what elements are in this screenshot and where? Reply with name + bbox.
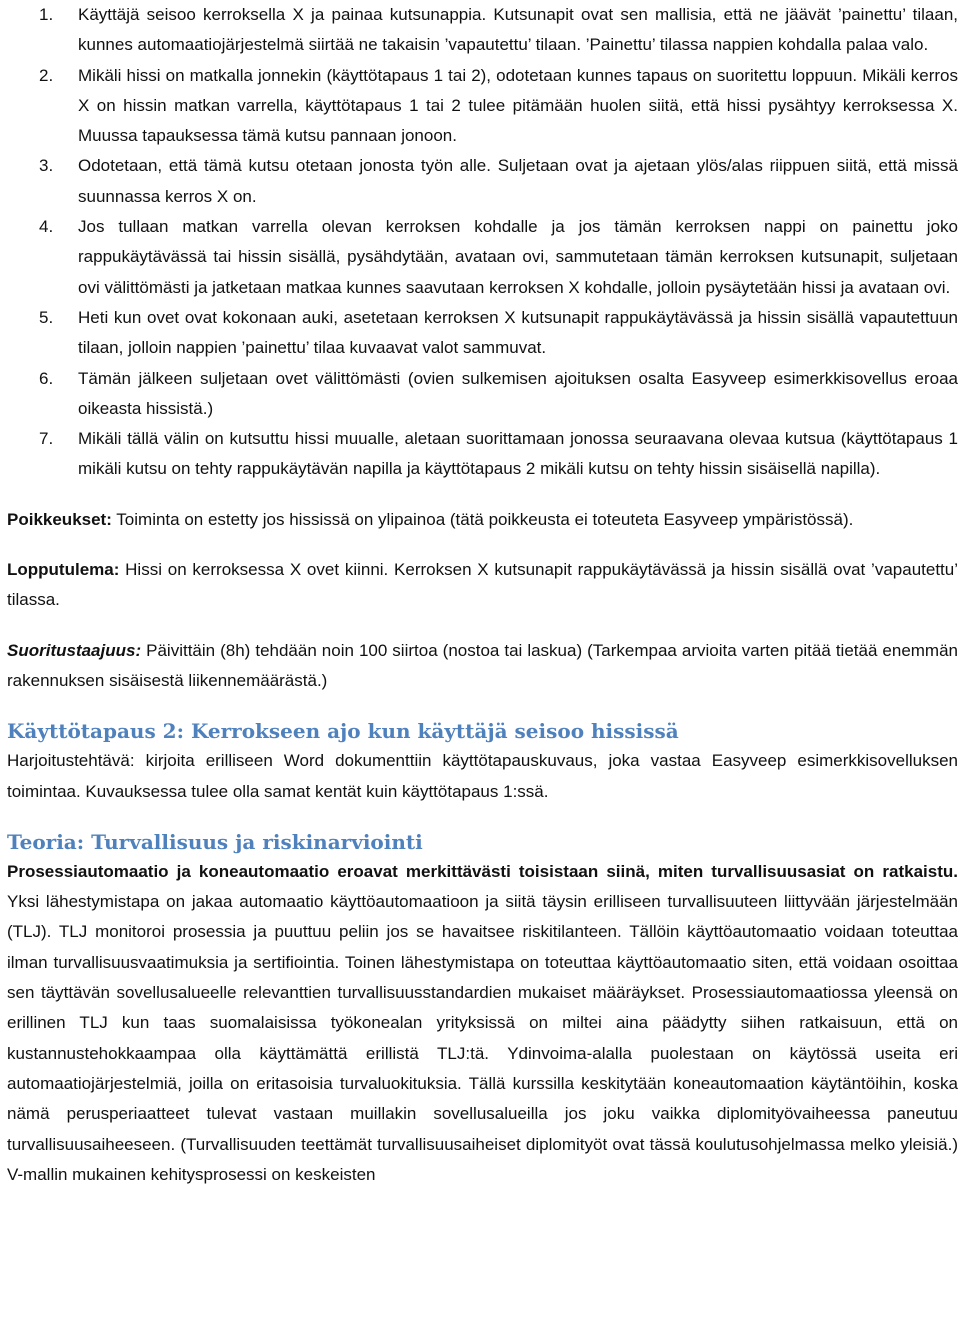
step-7 xyxy=(7,424,958,485)
step-number: 4. xyxy=(39,217,54,237)
step-2 xyxy=(7,61,958,152)
frequency-label: Suoritustaajuus: xyxy=(7,640,142,660)
step-3 xyxy=(7,151,958,212)
frequency-text: Päivittäin (8h) tehdään noin 100 siirtoa (nostoa tai laskua) (Tarkempaa arvioita varten pitää tietää enemmän rakennuksen sisäisestä liikennemäärästä.) xyxy=(7,640,958,690)
section-3-lead: Prosessiautomaatio ja koneautomaatio eroavat merkittävästi toisistaan siinä, miten turvallisuusasiat on ratkaistu. xyxy=(7,861,958,881)
step-number: 1. xyxy=(39,5,54,24)
step-number: 5. xyxy=(39,307,54,327)
step-number: 6. xyxy=(39,368,54,388)
section-heading-use-case-2: Käyttötapaus 2: Kerrokseen ajo kun käyttäjä seisoo hississä xyxy=(7,719,679,744)
exceptions-text: Toiminta on estetty jos hississä on ylipainoa (tätä poikkeusta ei toteuteta Easyveep ympäristössä). xyxy=(111,509,854,529)
step-number: 3. xyxy=(39,156,54,176)
step-text: Tämän jälkeen suljetaan ovet välittömästi (ovien sulkemisen ajoituksen osalta Easyveep esimerkkisovellus eroaa oikeasta hissistä.) xyxy=(78,368,958,418)
step-text: Mikäli tällä välin on kutsuttu hissi muualle, aletaan suorittamaan jonossa seuraavana olevaa kutsua (käyttötapaus 1 mikäli kutsu on tehty rappukäytävän napilla ja käyttötapaus 2 mikäli kutsu on tehty hissin sisäisellä napilla). xyxy=(78,429,958,479)
section-3-paragraph xyxy=(7,857,958,1190)
end-state-text: Hissi on kerroksessa X ovet kiinni. Kerroksen X kutsunapit rappukäytävässä ja hissin sisällä ovat ’vapautettu’ tilassa. xyxy=(7,560,958,610)
exceptions-label: Poikkeukset: xyxy=(7,509,112,529)
step-1 xyxy=(7,0,958,61)
step-number: 7. xyxy=(39,429,54,449)
section-3-text: Yksi lähestymistapa on jakaa automaatio käyttöautomaatioon ja siitä täysin erilliseen turvallisuuteen liittyvään järjestelmään (TLJ). TLJ monitoroi prosessia ja puuttuu peliin jos se havaitsee riskitilanteen. Tällöin käyttöautomaatio voidaan toteuttaa ilman turvallisuusvaatimuksia ja sertifiointia. Toinen lähestymistapa on toteuttaa käyttöautomaatio siten, että voidaan osoittaa sen täyttävän sovellusalueelle relevanttien turvallisuusstandardien mukaiset määräykset. Prosessiautomaatiossa yleensä on erillinen TLJ kun taas suomalaisissa työkonealan yrityksissä on miltei aina päädytty siihen ratkaisuun, että on kustannustehokkaampaa olla käyttämättä erillistä TLJ:tä. Ydinvoima-alalla puolestaan on käytössä useita eri automaatiojärjestelmiä, joilla on eritasoisia turvaluokituksia. Tällä kurssilla keskitytään koneautomaation käytäntöihin, koska nämä perusperiaatteet tulevat vastaan muillakin sovellusalueilla jos joku vaikka diplomityövaiheessa paneutuu turvallisuusaiheeseen. (Turvallisuuden teettämät turvallisuusaiheiset diplomityöt ovat tässä koulutusohjelmassa melko yleisiä.) V-mallin mukainen kehitysprosessi on keskeisten xyxy=(7,892,958,1184)
end-state-label: Lopputulema: xyxy=(7,560,120,580)
step-4 xyxy=(7,212,958,303)
step-number: 2. xyxy=(39,65,54,85)
step-6 xyxy=(7,364,958,425)
use-case-steps xyxy=(7,0,958,485)
step-text: Jos tullaan matkan varrella olevan kerroksen kohdalle ja jos tämän kerroksen nappi on painettu joko rappukäytävässä tai hissin sisällä, pysähdytään, avataan ovi, sammutetaan tämän kerroksen kutsunapit, suljetaan ovi välittömästi ja jatketaan matkaa kunnes saavutaan kerroksen X kohdalle, jolloin pysäytetään hissi ja avataan ovi. xyxy=(78,217,958,297)
step-text: Heti kun ovet ovat kokonaan auki, asetetaan kerroksen X kutsunapit rappukäytävässä ja hissin sisällä vapautettuun tilaan, jolloin nappien ’painettu’ tilaa kuvaavat valot sammuvat. xyxy=(78,307,958,358)
section-heading-theory: Teoria: Turvallisuus ja riskinarviointi xyxy=(7,829,423,854)
document-page xyxy=(7,0,958,1190)
step-text: Mikäli hissi on matkalla jonnekin (käyttötapaus 1 tai 2), odotetaan kunnes tapaus on suoritettu loppuun. Mikäli kerros X on hissin matkan varrella, käyttötapaus 1 tai 2 tulee pitämään huolen siitä, että hissi pysähtyy kerroksessa X. Muussa tapauksessa tämä kutsu pannaan jonoon. xyxy=(78,65,958,146)
frequency-paragraph xyxy=(7,636,958,697)
end-state-paragraph xyxy=(7,555,958,616)
exceptions-paragraph xyxy=(7,505,958,535)
step-text: Käyttäjä seisoo kerroksella X ja painaa kutsunappia. Kutsunapit ovat sen mallisia, että ne jäävät ’painettu’ tilaan, kunnes automaatiojärjestelmä siirtää ne takaisin ’vapautettu’ tilaan. ’Painettu’ tilassa nappien kohdalla palaa valo. xyxy=(78,5,958,55)
step-text: Odotetaan, että tämä kutsu otetaan jonosta työn alle. Suljetaan ovat ja ajetaan ylös/alas riippuen siitä, että missä suunnassa kerros X on. xyxy=(78,156,958,206)
step-5 xyxy=(7,303,958,364)
section-2-text: Harjoitustehtävä: kirjoita erilliseen Word dokumenttiin käyttötapauskuvaus, joka vastaa Easyveep esimerkkisovelluksen toimintaa. Kuvauksessa tulee olla samat kentät kuin käyttötapaus 1:ssä. xyxy=(7,751,958,801)
